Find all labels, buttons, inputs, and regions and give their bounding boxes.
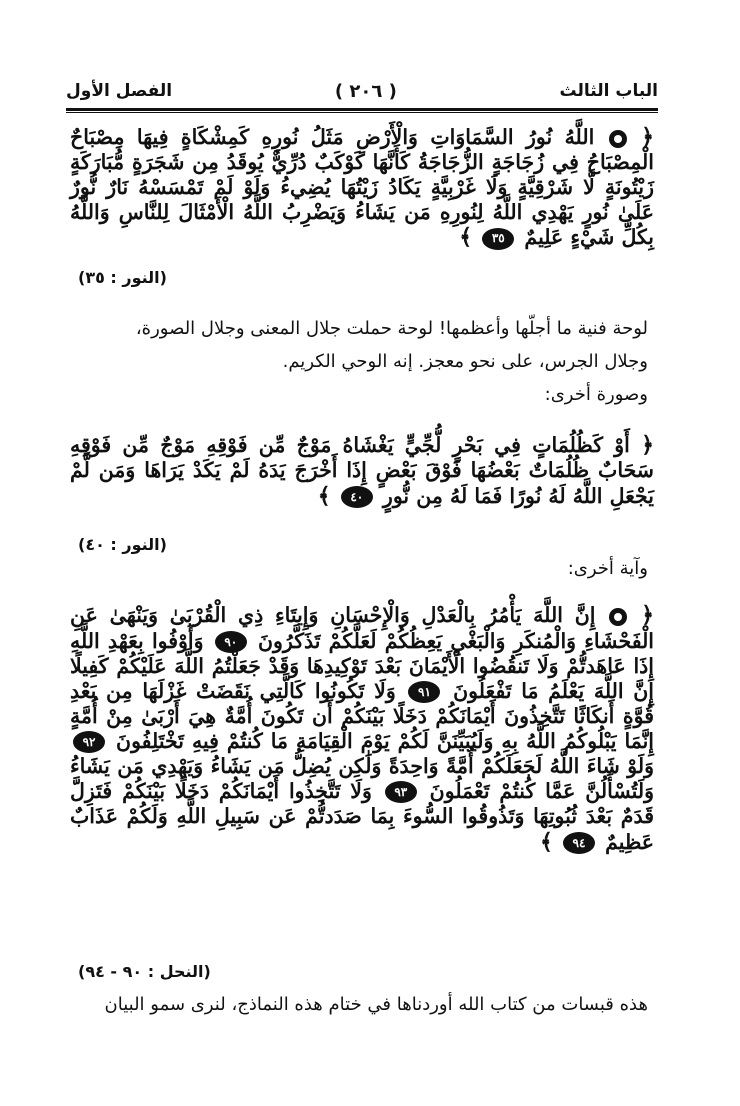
page-number: ( ٢٠٦ ): [334, 80, 397, 102]
close-bracket: ﴾: [539, 828, 553, 855]
verse-text: وَلَوْ شَاءَ اللَّهُ لَجَعَلَكُمْ أُمَّةً وَاحِدَةً وَلَٰكِن يُضِلُّ مَن يَشَاءُ وَيَهْدِي مَن يَشَاءُ وَلَتُسْأَلُنَّ عَمَّا كُنتُمْ تَعْمَلُونَ: [70, 753, 654, 803]
ayah-number-marker: ٣٥: [482, 228, 514, 250]
close-bracket: ﴾: [317, 482, 331, 509]
verse-reference: (النور : ٤٠): [78, 535, 167, 554]
commentary-paragraph-2: [66, 552, 648, 585]
verse-text: أَوْ كَظُلُمَاتٍ فِي بَحْرٍ لُّجِّيٍّ يَغْشَاهُ مَوْجٌ مِّن فَوْقِهِ مَوْجٌ مِّن فَوْقِهِ سَحَابٌ ظُلُمَاتٌ بَعْضُهَا فَوْقَ بَعْضٍ إِذَا أَخْرَجَ يَدَهُ لَمْ يَكَدْ يَرَاهَا وَمَن لَّمْ يَجْعَلِ اللَّهُ لَهُ نُورًا فَمَا لَهُ مِن نُّورٍ: [70, 433, 654, 508]
commentary-paragraph-1: [66, 312, 648, 411]
verse-text: وَأَوْفُوا بِعَهْدِ اللَّهِ إِذَا عَاهَدتُّمْ وَلَا تَنقُضُوا الْأَيْمَانَ بَعْدَ تَوْكِيدِهَا وَقَدْ جَعَلْتُمُ اللَّهَ عَلَيْكُمْ كَفِيلًا إِنَّ اللَّهَ يَعْلَمُ مَا تَفْعَلُونَ: [70, 628, 654, 703]
paragraph-line: وصورة أخرى:: [544, 384, 648, 405]
paragraph-line: لوحة فنية ما أجلّها وأعظمها! لوحة حملت جلال المعنى وجلال الصورة،: [135, 318, 648, 339]
chapter-title: الباب الثالث: [559, 81, 658, 101]
quran-verses-nahl-90-94: [70, 602, 654, 856]
open-bracket: ﴿: [641, 432, 655, 458]
open-bracket: ﴿: [641, 124, 654, 150]
verse-start-ornament-icon: [609, 608, 627, 626]
paragraph-line: وجلال الجرس، على نحو معجز. إنه الوحي الكريم.: [282, 351, 648, 372]
ayah-number-marker: ٩١: [408, 681, 440, 703]
ayah-number-marker: ٩٣: [385, 781, 417, 803]
quran-verse-nur-35: [70, 124, 654, 251]
header-rule: [66, 108, 658, 111]
verse-reference: (النور : ٣٥): [78, 268, 167, 287]
verse-reference: (النحل : ٩٠ - ٩٤): [78, 962, 211, 981]
verse-text: إِنَّ اللَّهَ يَأْمُرُ بِالْعَدْلِ وَالْإِحْسَانِ وَإِيتَاءِ ذِي الْقُرْبَىٰ وَيَنْهَىٰ عَنِ الْفَحْشَاءِ وَالْمُنكَرِ وَالْبَغْيِ يَعِظُكُمْ لَعَلَّكُمْ تَذَكَّرُونَ: [70, 603, 655, 653]
commentary-paragraph-3: [66, 988, 648, 1021]
verse-text: وَلَا تَتَّخِذُوا أَيْمَانَكُمْ دَخَلًا بَيْنَكُمْ فَتَزِلَّ قَدَمٌ بَعْدَ ثُبُوتِهَا وَتَذُوقُوا السُّوءَ بِمَا صَدَدتُّمْ عَن سَبِيلِ اللَّهِ وَلَكُمْ عَذَابٌ عَظِيمٌ: [70, 778, 654, 854]
header-rule-thin: [66, 112, 658, 113]
ayah-number-marker: ٩٤: [563, 832, 595, 854]
quran-verse-nur-40: [70, 432, 654, 509]
verse-text: وَلَا تَكُونُوا كَالَّتِي نَقَضَتْ غَزْلَهَا مِن بَعْدِ قُوَّةٍ أَنكَاثًا تَتَّخِذُونَ أَيْمَانَكُمْ دَخَلًا بَيْنَكُمْ أَن تَكُونَ أُمَّةٌ هِيَ أَرْبَىٰ مِنْ أُمَّةٍ إِنَّمَا يَبْلُوكُمُ اللَّهُ بِهِ وَلَيُبَيِّنَنَّ لَكُمْ يَوْمَ الْقِيَامَةِ مَا كُنتُمْ فِيهِ تَخْتَلِفُونَ: [70, 678, 655, 753]
verse-text: اللَّهُ نُورُ السَّمَاوَاتِ وَالْأَرْضِ مَثَلُ نُورِهِ كَمِشْكَاةٍ فِيهَا مِصْبَاحٌ الْمِصْبَاحُ فِي زُجَاجَةٍ الزُّجَاجَةُ كَأَنَّهَا كَوْكَبٌ دُرِّيٌّ يُوقَدُ مِن شَجَرَةٍ مُّبَارَكَةٍ زَيْتُونَةٍ لَّا شَرْقِيَّةٍ وَلَا غَرْبِيَّةٍ يَكَادُ زَيْتُهَا يُضِيءُ وَلَوْ لَمْ تَمْسَسْهُ نَارٌ نُّورٌ عَلَىٰ نُورٍ يَهْدِي اللَّهُ لِنُورِهِ مَن يَشَاءُ وَيَضْرِبُ اللَّهُ الْأَمْثَالَ لِلنَّاسِ وَاللَّهُ بِكُلِّ شَيْءٍ عَلِيمٌ: [70, 125, 654, 250]
paragraph-line: هذه قبسات من كتاب الله أوردناها في ختام هذه النماذج، لنرى سمو البيان: [104, 994, 648, 1015]
section-title: الفصل الأول: [66, 81, 173, 101]
running-header: [66, 74, 658, 108]
ayah-number-marker: ٤٠: [341, 486, 373, 508]
close-bracket: ﴾: [459, 224, 473, 251]
open-bracket: ﴿: [641, 602, 655, 628]
ayah-number-marker: ٩٠: [215, 631, 247, 653]
verse-start-ornament-icon: [609, 130, 627, 148]
ayah-number-marker: ٩٢: [73, 731, 105, 753]
paragraph-line: وآية أخرى:: [567, 558, 648, 579]
